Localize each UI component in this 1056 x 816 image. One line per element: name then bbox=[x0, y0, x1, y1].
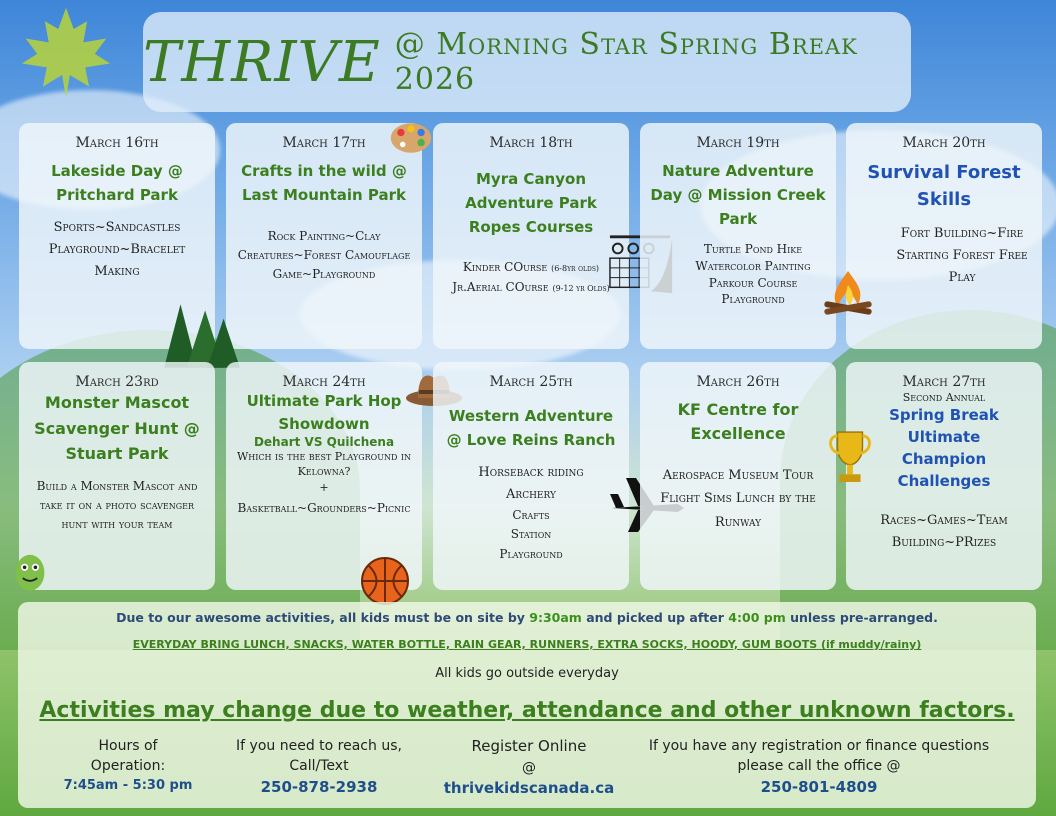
day-card-mar26 bbox=[640, 362, 836, 590]
day-activities: Races~Games~Team Building~PRizes bbox=[880, 513, 1008, 551]
day-title: Myra Canyon Adventure Park Ropes Courses bbox=[465, 170, 597, 236]
day-date: March 18th bbox=[489, 135, 573, 151]
day-activities: Sports~Sandcastles Playground~Bracelet Making bbox=[48, 220, 186, 280]
office-block bbox=[644, 736, 994, 798]
hours-label: Hours of Operation: bbox=[90, 738, 166, 775]
day-date: March 17th bbox=[282, 135, 366, 151]
call-block bbox=[224, 736, 414, 798]
arrival-prefix: Due to our awesome activities, all kids must be on site by bbox=[116, 610, 525, 625]
day-subtitle: Dehart VS Quilchena bbox=[253, 435, 395, 449]
day-card-mar18 bbox=[433, 123, 629, 349]
day-title: Western Adventure @ Love Reins Ranch bbox=[446, 407, 616, 449]
register-block bbox=[434, 736, 624, 800]
day-date: March 26th bbox=[696, 374, 780, 390]
paint-palette-icon bbox=[388, 118, 434, 158]
change-notice: Activities may change due to weather, attendance and other unknown factors. bbox=[39, 698, 1015, 723]
day-activities: Basketball~Grounders~Picnic bbox=[237, 501, 411, 516]
maple-leaf-icon bbox=[14, 4, 118, 100]
day-activities: Turtle Pond Hike Watercolor Painting Parkour Course Playground bbox=[695, 242, 811, 307]
day-activities: Rock Painting~Clay Creatures~Forest Camouflage Game~Playground bbox=[237, 229, 411, 282]
day-date: March 24th bbox=[282, 374, 366, 390]
title-banner bbox=[143, 12, 911, 112]
day-subtitle: Second Annual bbox=[902, 391, 986, 404]
arrival-suffix: unless pre-arranged. bbox=[790, 610, 938, 625]
activity-note: (9-12 yr Olds) bbox=[552, 284, 610, 294]
register-at: @ bbox=[522, 759, 536, 776]
bring-list: EVERYDAY BRING LUNCH, SNACKS, WATER BOTTLE, RAIN GEAR, RUNNERS, EXTRA SOCKS, HOODY, GUM BOOTS (if muddy/rainy) bbox=[132, 638, 922, 651]
basketball-icon bbox=[360, 556, 410, 606]
hours-value: 7:45am - 5:30 pm bbox=[63, 777, 193, 793]
day-title: KF Centre for Excellence bbox=[677, 400, 799, 443]
day-title: Lakeside Day @ Pritchard Park bbox=[51, 162, 183, 204]
title-sub: @ Morning Star Spring Break 2026 bbox=[394, 27, 858, 97]
monster-mascot-icon bbox=[12, 546, 48, 594]
day-date: March 25th bbox=[489, 374, 573, 390]
day-title: Nature Adventure Day @ Mission Creek Park bbox=[650, 162, 826, 228]
day-activities bbox=[452, 257, 609, 298]
day-card-mar25 bbox=[433, 362, 629, 590]
day-date: March 23rd bbox=[75, 374, 159, 390]
day-card-mar19 bbox=[640, 123, 836, 349]
day-date: March 20th bbox=[902, 135, 986, 151]
day-activities: Horseback riding Archery bbox=[478, 465, 584, 503]
pickup-time: 4:00 pm bbox=[728, 610, 786, 625]
day-date: March 19th bbox=[696, 135, 780, 151]
day-activities-small: Crafts Station Playground bbox=[499, 508, 563, 561]
call-label: If you need to reach us, Call/Text bbox=[236, 738, 402, 775]
day-title: Crafts in the wild @ Last Mountain Park bbox=[241, 162, 407, 204]
register-link[interactable]: thrivekidscanada.ca bbox=[443, 779, 615, 798]
day-date: March 16th bbox=[75, 135, 159, 151]
day-title: Monster Mascot Scavenger Hunt @ Stuart Park bbox=[34, 393, 200, 464]
campfire-icon bbox=[818, 266, 878, 318]
arrival-time: 9:30am bbox=[529, 610, 582, 625]
hours-block bbox=[48, 736, 208, 795]
pickup-prefix: and picked up after bbox=[586, 610, 724, 625]
activity: Jr.Aerial COurse bbox=[452, 280, 549, 295]
day-title: Spring Break Ultimate Champion Challenges bbox=[889, 406, 999, 490]
call-phone[interactable]: 250-878-2938 bbox=[260, 777, 378, 796]
day-date: March 27th bbox=[902, 374, 986, 390]
day-title: Ultimate Park Hop Showdown bbox=[246, 392, 402, 433]
day-card-mar27 bbox=[846, 362, 1042, 590]
arrival-notice bbox=[18, 610, 1036, 625]
day-title: Survival Forest Skills bbox=[867, 162, 1021, 210]
info-panel bbox=[18, 602, 1036, 808]
office-label: If you have any registration or finance questions please call the office @ bbox=[648, 738, 990, 775]
day-question: Which is the best Playground in Kelowna? bbox=[236, 450, 412, 479]
day-activities: Build a Monster Mascot and take it on a photo scavenger hunt with your team bbox=[36, 478, 198, 532]
day-activities: Aerospace Museum Tour Flight Sims Lunch by the Runway bbox=[660, 468, 816, 530]
day-activities: Fort Building~Fire Starting Forest Free Play bbox=[896, 226, 1028, 286]
office-phone[interactable]: 250-801-4809 bbox=[760, 777, 878, 796]
outside-notice: All kids go outside everyday bbox=[435, 666, 619, 681]
plus-sign: + bbox=[319, 480, 329, 494]
activity-note: (6-8yr olds) bbox=[551, 264, 600, 273]
register-label: Register Online bbox=[471, 737, 587, 755]
day-card-mar23 bbox=[19, 362, 215, 590]
title-main: THRIVE bbox=[143, 29, 381, 95]
activity: Kinder COurse bbox=[462, 260, 548, 274]
trophy-icon bbox=[826, 426, 874, 488]
